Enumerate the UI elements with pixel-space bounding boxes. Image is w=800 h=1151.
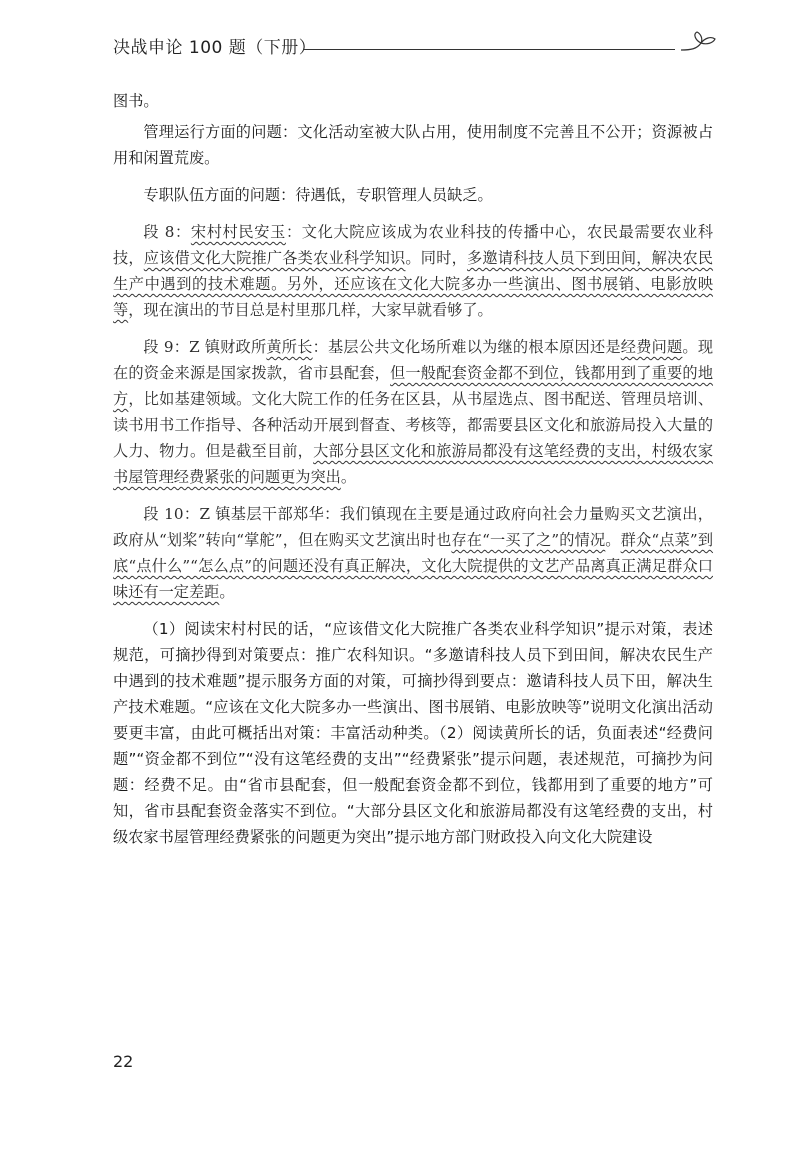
text-run: ：基层公共文化场所难以为继的根本原因还是	[312, 338, 621, 356]
text-run: 段 9：Z 镇财政所	[143, 338, 267, 356]
text-run: 段 10：Z 镇基层干部郑华：我们镇现在主要是通过政府向社会力量购买文艺演出，政府从“划桨”转向“掌舵”，但在购买文艺演出时也	[113, 505, 713, 549]
text-run: 段 8：	[143, 223, 191, 241]
text-run: 管理运行方面的问题：文化活动室被大队占用，使用制度不完善且不公开；资源被占用和闲置荒废。	[113, 123, 713, 167]
text-run: ，比如基建领域。文化大院工作的任务在区县，从书屋选点、图书配送、管理员培训、读书用书工作指导、各种活动开展到督查、考核等，都需要县区文化和旅游局投入大量的人力、物力。但是截至目前，	[113, 390, 714, 460]
underlined-phrase: 黄所长	[266, 338, 313, 356]
text-run: 。	[219, 583, 235, 601]
text-run: ，现在演出的节目总是村里那几样，大家早就看够了。	[128, 301, 493, 319]
page-body	[113, 88, 713, 861]
material-paragraph	[113, 501, 713, 605]
text-run: ：文化大院应该成为农业科技的传播中心，农民最需要农业科技，	[113, 223, 714, 267]
text-run: 。	[340, 468, 356, 486]
paragraph	[113, 182, 713, 208]
text-run: 。	[605, 531, 621, 549]
page-number: 22	[113, 1052, 134, 1071]
underlined-phrase: 但一般配套资金都不到位，钱都用到了重要的地方	[113, 364, 714, 408]
underlined-phrase: 。另外，还应该在文化大院多办一些演出、图书展销、电影放映等	[113, 275, 714, 319]
paragraph	[113, 88, 713, 114]
underlined-phrase: 多邀请科技人员下到田间，解决农民生产中遇到的技术难题	[113, 249, 714, 293]
text-run: 。现在的资金来源是国家拨款，省市县配套，	[113, 338, 714, 382]
underlined-phrase: 存在“一买了之”的情况	[451, 531, 606, 549]
underlined-phrase: 应该借文化大院推广各类农业科学知识	[143, 249, 406, 267]
underlined-phrase: 经费问题	[620, 338, 683, 356]
text-run: 专职队伍方面的问题：待遇低，专职管理人员缺乏。	[143, 186, 493, 204]
material-paragraph	[113, 219, 713, 323]
text-run: （1）阅读宋村村民的话，“应该借文化大院推广各类农业科学知识”提示对策，表述规范，可摘抄得到对策要点：推广农科知识。“多邀请科技人员下到田间，解决农民生产中遇到的技术难题”提示服务方面的对策，可摘抄得到要点：邀请科技人员下田，解决生产技术难题。“应该在文化大院多办一些演出、图书展销、电影放映等”说明文化演出活动要更丰富，由此可概括出对策：丰富活动种类。（2）阅读黄所长的话，负面表述“经费问题”“资金都不到位”“没有这笔经费的支出”“经费紧张”提示问题，表述规范，可摘抄为问题：经费不足。由“省市县配套，但一般配套资金都不到位，钱都用到了重要的地方”可知，省市县配套资金落实不到位。“大部分县区文化和旅游局都没有这笔经费的支出，村级农家书屋管理经费紧张的问题更为突出”提示地方部门财政投入向文化大院建设	[113, 620, 713, 846]
underlined-phrase: 宋村村民安玉	[190, 223, 286, 241]
text-run: 。同时，	[405, 249, 467, 267]
analysis-paragraph	[113, 616, 713, 850]
underlined-phrase: 大部分县区文化和旅游局都没有这笔经费的支出，村级农家书屋管理经费紧张的问题更为突出	[113, 442, 714, 486]
header-rule	[303, 49, 675, 50]
paragraph	[113, 119, 713, 171]
running-header	[113, 36, 723, 66]
material-paragraph	[113, 334, 713, 490]
underlined-phrase: 群众“点菜”到底“点什么”“怎么点”的问题还没有真正解决，文化大院提供的文艺产品离真正满足群众口味还有一定差距	[113, 531, 714, 601]
header-title: 决战申论 100 题（下册）	[113, 38, 317, 58]
text-run: 图书。	[113, 92, 159, 110]
sprout-icon	[679, 30, 719, 56]
